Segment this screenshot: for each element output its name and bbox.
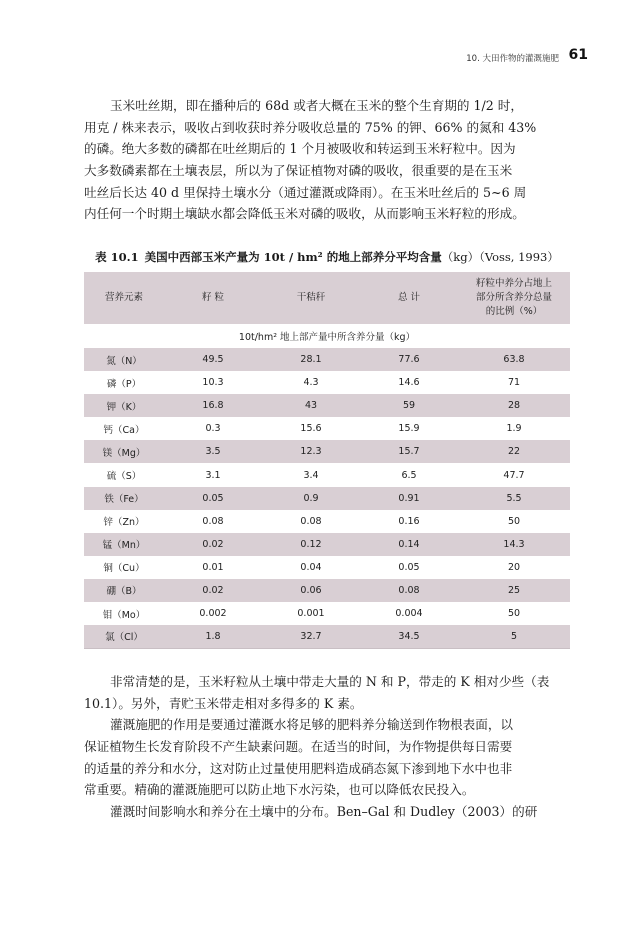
element-cell: 钼（Mo） [102, 609, 146, 621]
table-caption [84, 249, 570, 265]
text-line: 吐丝后长达 40 d 里保持土壤水分（通过灌溉或降雨）。在玉米吐丝后的 5~6 周 [84, 184, 527, 200]
value-cell: 47.7 [503, 469, 525, 481]
text-line: 保证植物生长发育阶段不产生缺素问题。在适当的时间，为作物提供每日需要 [84, 739, 513, 755]
table-header-row [84, 272, 570, 324]
value-cell: 20 [507, 561, 521, 573]
paragraph-3 [84, 714, 570, 801]
table-row [84, 579, 570, 602]
element-cell: 镁（Mg） [102, 447, 146, 459]
value-cell: 3.5 [205, 446, 221, 458]
header-cell: 干秸秆 [296, 292, 326, 303]
value-cell: 28 [507, 400, 521, 412]
value-cell: 25 [507, 584, 521, 596]
paragraph-4 [84, 801, 570, 823]
value-cell: 43 [304, 400, 318, 412]
value-cell: 77.6 [398, 354, 420, 366]
text-line: 用克 / 株来表示，吸收占到收获时养分吸收总量的 75% 的钾、66% 的氮和 43% [84, 119, 537, 135]
value-cell: 0.02 [202, 538, 224, 550]
header-line: 的比例（%） [485, 306, 543, 317]
text-line: 内任何一个时期土壤缺水都会降低玉米对磷的吸收，从而影响玉米籽粒的形成。 [84, 206, 525, 222]
value-cell: 50 [507, 608, 521, 620]
element-cell: 磷（P） [106, 378, 142, 390]
subheader-cell: 10t/hm² 地上部产量中所含养分量（kg） [238, 332, 416, 343]
value-cell: 10.3 [202, 377, 224, 389]
value-cell: 32.7 [262, 625, 360, 648]
element-cell: 钙（Ca） [103, 424, 145, 436]
table-row [84, 348, 570, 371]
value-cell: 63.8 [503, 354, 525, 366]
value-cell: 0.02 [202, 584, 224, 596]
value-cell: 5 [458, 625, 570, 648]
value-cell: 0.05 [202, 492, 224, 504]
page-number: 61 [568, 47, 588, 63]
element-cell: 锰（Mn） [102, 540, 146, 552]
value-cell: 0.05 [398, 561, 420, 573]
value-cell: 3.4 [303, 469, 319, 481]
table-title: 美国中西部玉米产量为 10t / hm² 的地上部养分平均含量 [144, 250, 442, 264]
value-cell: 0.001 [297, 608, 325, 620]
value-cell: 1.9 [506, 423, 522, 435]
element-cell: 钾（K） [106, 401, 142, 413]
text-line: 灌溉时间影响水和养分在土壤中的分布。Ben–Gal 和 Dudley（2003）的研 [110, 804, 538, 820]
table-number: 表 10.1 [95, 250, 139, 264]
text-line: 大多数磷素都在土壤表层，所以为了保证植物对磷的吸收，很重要的是在玉米 [84, 163, 513, 179]
value-cell: 0.08 [300, 515, 322, 527]
value-cell: 59 [402, 400, 416, 412]
table-source: （kg）（Voss, 1993） [441, 250, 559, 264]
value-cell: 0.01 [202, 561, 224, 573]
table-row [84, 417, 570, 440]
table-row [84, 440, 570, 463]
text-line: 10.1）。另外，青贮玉米带走相对多得多的 K 素。 [84, 695, 363, 711]
paragraph-2 [84, 671, 570, 714]
header-cell: 总 计 [397, 292, 421, 303]
value-cell: 1.8 [164, 625, 262, 648]
value-cell: 14.3 [503, 538, 525, 550]
value-cell: 49.5 [202, 354, 224, 366]
value-cell: 71 [507, 377, 521, 389]
text-line: 常重要。精确的灌溉施肥可以防止地下水污染，也可以降低农民投入。 [84, 782, 475, 798]
table-row [84, 602, 570, 625]
text-line: 的磷。绝大多数的磷都在吐丝期后的 1 个月被吸收和转运到玉米籽粒中。因为 [84, 141, 516, 157]
value-cell: 6.5 [401, 469, 417, 481]
value-cell: 34.5 [360, 625, 458, 648]
table-subheader-row [84, 324, 570, 348]
value-cell: 0.08 [202, 515, 224, 527]
header-line: 部分所含养分总量 [475, 292, 552, 303]
table-row [84, 533, 570, 556]
text-line: 非常清楚的是，玉米籽粒从土壤中带走大量的 N 和 P，带走的 K 相对少些（表 [110, 674, 550, 689]
value-cell: 0.91 [398, 492, 420, 504]
value-cell: 0.06 [300, 584, 322, 596]
element-cell: 氮（N） [106, 355, 142, 367]
table-row [84, 510, 570, 533]
value-cell: 0.12 [300, 538, 322, 550]
element-cell: 铜（Cu） [103, 563, 145, 575]
value-cell: 22 [507, 446, 521, 458]
running-header [0, 47, 634, 69]
header-cell [458, 272, 570, 324]
value-cell: 0.08 [398, 584, 420, 596]
value-cell: 12.3 [300, 446, 322, 458]
value-cell: 14.6 [398, 377, 420, 389]
element-cell: 硼（B） [106, 586, 142, 598]
element-cell: 硫（S） [106, 471, 142, 483]
value-cell: 16.8 [202, 400, 224, 412]
table-row [84, 463, 570, 486]
value-cell: 0.002 [199, 608, 227, 620]
header-cell: 营养元素 [104, 292, 143, 303]
value-cell: 0.3 [205, 423, 221, 435]
value-cell: 0.004 [395, 608, 423, 620]
value-cell: 0.04 [300, 561, 322, 573]
paragraph-1 [84, 95, 570, 225]
nutrient-table [84, 272, 570, 649]
header-cell: 籽 粒 [201, 292, 225, 303]
value-cell: 0.16 [398, 515, 420, 527]
table-row [84, 625, 570, 648]
value-cell: 5.5 [506, 492, 522, 504]
value-cell: 0.14 [398, 538, 420, 550]
value-cell: 3.1 [205, 469, 221, 481]
value-cell: 4.3 [303, 377, 319, 389]
element-cell: 氯（Cl） [84, 625, 164, 648]
text-line: 的适量的养分和水分，这对防止过量使用肥料造成硝态氮下渗到地下水中也非 [84, 760, 513, 776]
value-cell: 15.7 [398, 446, 420, 458]
text-line: 玉米吐丝期，即在播种后的 68d 或者大概在玉米的整个生育期的 1/2 时， [110, 98, 523, 113]
value-cell: 15.6 [300, 423, 322, 435]
table-row [84, 556, 570, 579]
chapter-title: 10. 大田作物的灌溉施肥 [466, 54, 559, 64]
text-line: 灌溉施肥的作用是要通过灌溉水将足够的肥料养分输送到作物根表面，以 [110, 717, 513, 733]
header-line: 籽粒中养分占地上 [475, 278, 552, 289]
value-cell: 0.9 [303, 492, 319, 504]
value-cell: 15.9 [398, 423, 420, 435]
table-row [84, 371, 570, 394]
value-cell: 28.1 [300, 354, 322, 366]
value-cell: 50 [507, 515, 521, 527]
table-row [84, 487, 570, 510]
element-cell: 锌（Zn） [103, 517, 145, 529]
element-cell: 铁（Fe） [104, 494, 144, 506]
table-row [84, 394, 570, 417]
